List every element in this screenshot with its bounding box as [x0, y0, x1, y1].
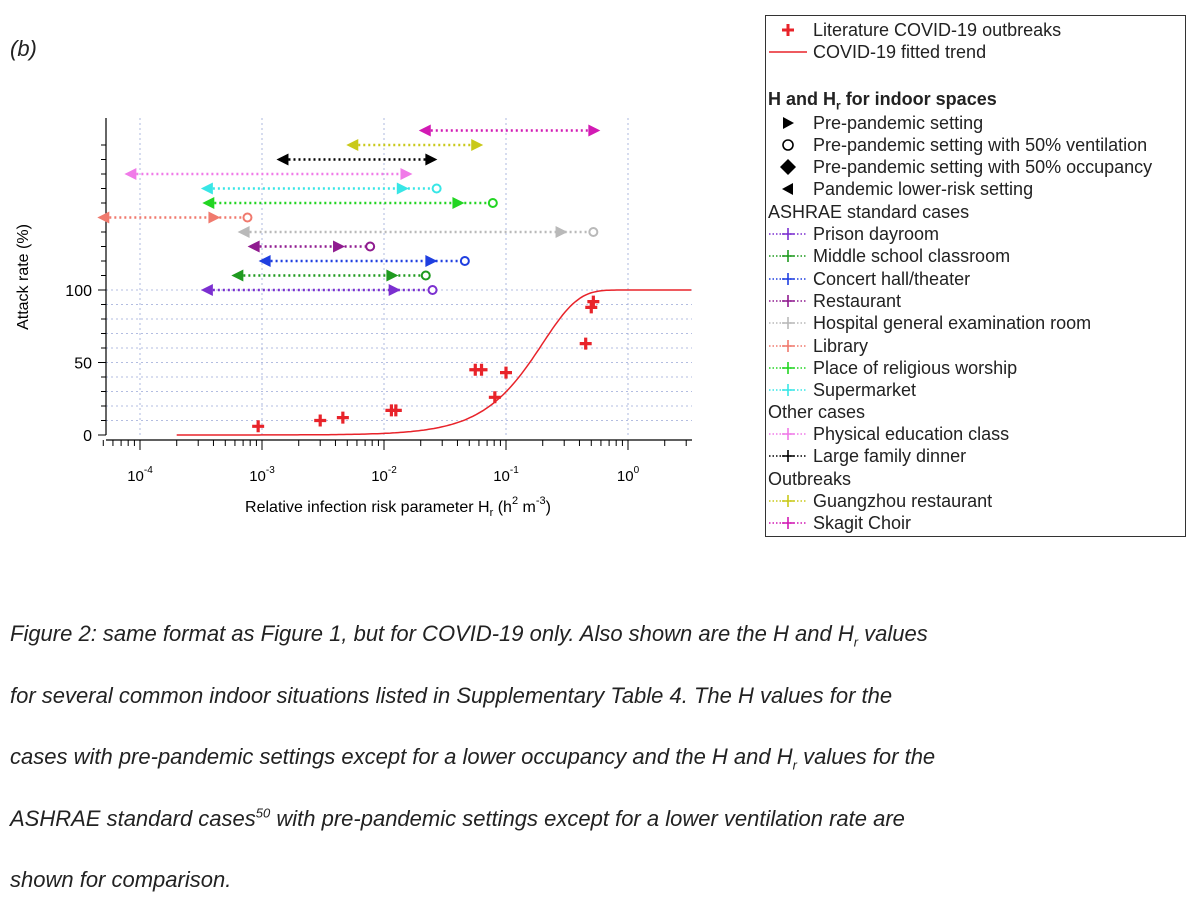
- dotted-plus-icon: [766, 445, 810, 467]
- outbreak-point: [476, 364, 488, 376]
- dotted-plus-icon: [766, 335, 810, 357]
- case-range: [248, 241, 375, 253]
- pre-pandemic-marker: [208, 212, 220, 224]
- legend-label: COVID-19 fitted trend: [813, 42, 987, 62]
- caption-line-3: [10, 726, 1190, 788]
- case-range: [231, 270, 429, 282]
- legend-label: Physical education class: [813, 424, 1010, 444]
- x-tick-label: $10^0$: [616, 465, 640, 485]
- legend-label: Pre-pandemic setting with 50% ventilation: [813, 135, 1148, 155]
- legend-heading-other: Other cases: [768, 402, 866, 422]
- legend-heading-text: H and H: [768, 89, 837, 109]
- case-range: [97, 212, 251, 224]
- triangle-left-icon: [766, 178, 810, 200]
- pre-pandemic-marker: [425, 154, 437, 166]
- lower-risk-marker: [248, 241, 260, 253]
- caption-sup: 50: [255, 805, 271, 821]
- case-range: [238, 226, 598, 238]
- dotted-plus-icon: [766, 357, 810, 379]
- case-range: [201, 183, 441, 195]
- legend-label: Pre-pandemic setting: [813, 113, 984, 133]
- pre-pandemic-marker: [386, 270, 398, 282]
- y-tick-label: 100: [65, 283, 92, 300]
- caption-sub: r: [792, 757, 797, 773]
- legend: [765, 15, 1186, 537]
- vent-marker: [489, 199, 497, 207]
- dotted-plus-icon: [766, 245, 810, 267]
- legend-label: Middle school classroom: [813, 246, 1011, 267]
- legend-label: Literature COVID-19 outbreaks: [813, 20, 1062, 40]
- legend-label: Library: [813, 335, 869, 356]
- tick-labels: [65, 283, 639, 485]
- legend-label: Prison dayroom: [813, 224, 940, 244]
- outbreak-point: [314, 415, 326, 427]
- lower-risk-marker: [238, 226, 250, 238]
- dotted-plus-icon: [766, 268, 810, 290]
- x-axis-label-main: Relative infection risk parameter H: [245, 499, 490, 516]
- pre-pandemic-marker: [425, 255, 437, 267]
- y-tick-label: 50: [74, 355, 92, 373]
- pre-pandemic-marker: [397, 183, 409, 195]
- case-range: [259, 255, 469, 267]
- x-axis-label-units-c: ): [545, 499, 551, 516]
- dotted-plus-icon: [766, 512, 810, 534]
- vent-marker: [461, 257, 469, 265]
- dotted-plus-icon: [766, 490, 810, 512]
- vent-marker: [366, 243, 374, 251]
- caption-text: values for the: [796, 744, 936, 769]
- legend-heading-outbreaks: Outbreaks: [768, 469, 852, 489]
- x-axis-label-units-b: m: [518, 499, 536, 516]
- case-range: [346, 139, 483, 151]
- legend-label: Guangzhou restaurant: [813, 491, 993, 511]
- y-axis-label: Attack rate (%): [15, 224, 32, 330]
- vent-marker: [589, 228, 597, 236]
- pre-pandemic-marker: [452, 197, 464, 209]
- x-tick-label: $10^{-1}$: [493, 465, 519, 485]
- outbreak-point: [489, 391, 501, 403]
- fitted-trend: [177, 290, 692, 435]
- x-axis-label: [245, 495, 551, 519]
- legend-label: Restaurant: [813, 290, 902, 311]
- pre-pandemic-marker: [389, 284, 401, 296]
- outbreak-point: [252, 420, 264, 432]
- caption-sub: r: [853, 634, 859, 650]
- dotted-plus-icon: [766, 223, 810, 245]
- vent-marker: [433, 185, 441, 193]
- legend-heading-tail: for indoor spaces: [840, 89, 997, 109]
- legend-label: Pre-pandemic setting with 50% occupancy: [813, 157, 1153, 177]
- lower-risk-marker: [202, 197, 214, 209]
- case-range: [202, 197, 497, 209]
- open-circle-icon: [766, 134, 810, 156]
- caption-text: Figure 2: same format as Figure 1, but for COVID-19 only. Also shown are the H and H: [10, 621, 854, 646]
- outbreak-points: [252, 296, 599, 433]
- axes: [98, 118, 692, 450]
- lower-risk-marker: [201, 284, 213, 296]
- figure-caption: [10, 603, 1190, 911]
- legend-label: Supermarket: [813, 380, 917, 401]
- lower-risk-marker: [276, 154, 288, 166]
- red-plus-icon: [766, 19, 810, 41]
- caption-line-4: [10, 788, 1190, 850]
- caption-text: values: [858, 621, 928, 646]
- caption-line-1: [10, 603, 1190, 665]
- lower-risk-marker: [346, 139, 358, 151]
- caption-text: cases with pre-pandemic settings except for a lower occupancy and the H and H: [10, 744, 793, 769]
- lower-risk-marker: [124, 168, 136, 180]
- x-tick-label: $10^{-3}$: [249, 465, 275, 485]
- dotted-plus-icon: [766, 312, 810, 334]
- x-tick-label: $10^{-2}$: [371, 465, 397, 485]
- case-range: [419, 125, 601, 137]
- fitted-trend-line: [177, 290, 692, 435]
- case-range: [276, 154, 437, 166]
- lower-risk-marker: [97, 212, 109, 224]
- pre-pandemic-marker: [333, 241, 345, 253]
- legend-heading-sub: r: [836, 98, 841, 113]
- dotted-plus-icon: [766, 379, 810, 401]
- caption-line-5: shown for comparison.: [10, 867, 232, 892]
- legend-label: Skagit Choir: [813, 513, 912, 533]
- dotted-plus-icon: [766, 423, 810, 445]
- dotted-plus-icon: [766, 290, 810, 312]
- caption-text: ASHRAE standard cases: [10, 805, 256, 831]
- pre-pandemic-marker: [400, 168, 412, 180]
- legend-label: Place of religious worship: [813, 357, 1018, 378]
- legend-heading-ashrae: ASHRAE standard cases: [768, 202, 970, 222]
- lower-risk-marker: [201, 183, 213, 195]
- pre-pandemic-marker: [556, 226, 568, 238]
- vent-marker: [429, 286, 437, 294]
- red-line-icon: [766, 41, 810, 63]
- legend-label: Hospital general examination room: [813, 313, 1092, 334]
- vent-marker: [243, 214, 251, 222]
- pre-pandemic-marker: [471, 139, 483, 151]
- lower-risk-marker: [259, 255, 271, 267]
- triangle-right-icon: [766, 112, 810, 134]
- attack-rate-chart: [0, 0, 760, 560]
- y-tick-label: 0: [83, 428, 92, 445]
- caption-line-2: for several common indoor situations listed in Supplementary Table 4. The H values for the: [10, 682, 893, 708]
- caption-text: with pre-pandemic settings except for a lower ventilation rate are: [270, 805, 905, 831]
- case-range: [124, 168, 412, 180]
- x-axis-label-exp2: -3: [535, 495, 546, 507]
- diamond-icon: [766, 156, 810, 178]
- x-tick-label: $10^{-4}$: [127, 465, 153, 485]
- indoor-case-ranges: [97, 125, 600, 297]
- panel-label: (b): [10, 36, 37, 61]
- x-axis-label-sub: r: [489, 507, 494, 519]
- lower-risk-marker: [231, 270, 243, 282]
- legend-label: Large family dinner: [813, 446, 967, 466]
- legend-label: Pandemic lower-risk setting: [813, 179, 1034, 199]
- lower-risk-marker: [419, 125, 431, 137]
- pre-pandemic-marker: [588, 125, 600, 137]
- legend-label: Concert hall/theater: [813, 268, 971, 289]
- x-axis-label-exp1: 2: [511, 495, 519, 507]
- x-axis-label-units-a: (h: [493, 499, 512, 516]
- vent-marker: [422, 272, 430, 280]
- outbreak-point: [337, 412, 349, 424]
